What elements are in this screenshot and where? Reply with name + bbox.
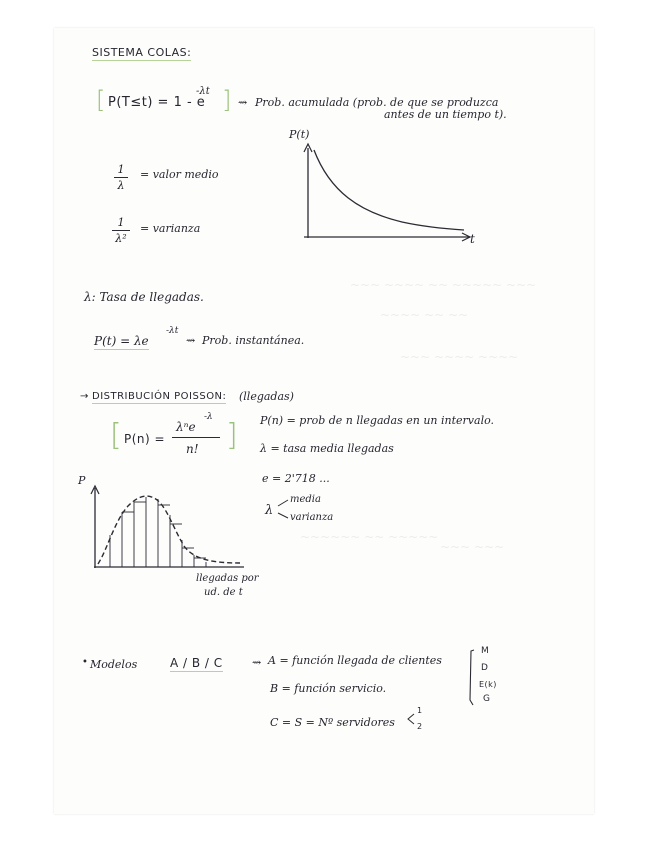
mean-text: = valor medio bbox=[140, 168, 219, 181]
poisson-denominator: n! bbox=[186, 442, 199, 456]
bracket-left: [ bbox=[96, 86, 106, 114]
lambda-media: media bbox=[290, 494, 321, 505]
instant-desc: Prob. instantánea. bbox=[202, 334, 305, 347]
variance-text: = varianza bbox=[140, 222, 201, 235]
instant-lhs: P(t) = λe bbox=[94, 334, 149, 348]
poisson-def-rate: λ = tasa media llegadas bbox=[260, 442, 394, 455]
poisson-def-prob: P(n) = prob de n llegadas en un intervalo. bbox=[260, 414, 495, 427]
lambda-varianza: varianza bbox=[290, 512, 334, 523]
type-item: M bbox=[481, 646, 490, 656]
mean-fraction: 1 λ bbox=[114, 163, 128, 192]
cdf-lhs: P(T≤t) = 1 - e bbox=[108, 95, 206, 110]
bullet-icon: • bbox=[82, 657, 88, 668]
type-item: E(k) bbox=[479, 680, 497, 689]
instant-exponent: -λt bbox=[166, 326, 179, 336]
hist-xlabel-line2: ud. de t bbox=[204, 587, 243, 598]
page-title: SISTEMA COLAS: bbox=[92, 46, 192, 59]
exp-graph-xlabel: t bbox=[470, 232, 475, 246]
arrow-icon: ⇝ bbox=[238, 96, 248, 109]
model-b-def: B = función servicio. bbox=[270, 682, 387, 695]
e-value: e = 2'718 ... bbox=[262, 472, 330, 485]
model-a-def: A = función llegada de clientes bbox=[268, 654, 442, 667]
cdf-exponent: -λt bbox=[196, 86, 210, 97]
bleed-through: ~~~ ~~~~ ~~ ~~~~~ ~~~ bbox=[350, 278, 537, 292]
poisson-title: DISTRIBUCIÓN POISSON: bbox=[92, 391, 227, 402]
cdf-desc-line2: antes de un tiempo t). bbox=[384, 108, 507, 121]
model-c-def: C = S = Nº servidores bbox=[270, 716, 395, 729]
bleed-through: ~~~~~~ ~~ ~~~~~ bbox=[300, 530, 439, 544]
bleed-through: ~~~ ~~~~ ~~~~ bbox=[400, 350, 519, 364]
bracket-right: ] bbox=[222, 86, 232, 114]
models-abc: A / B / C bbox=[170, 656, 223, 670]
poisson-note: (llegadas) bbox=[239, 390, 294, 403]
cdf-desc-line1: Prob. acumulada (prob. de que se produzca bbox=[255, 96, 499, 109]
servers-option-2: 2 bbox=[417, 722, 423, 731]
servers-option-1: 1 bbox=[417, 706, 423, 715]
lambda-definition: λ: Tasa de llegadas. bbox=[84, 290, 204, 304]
bleed-through: ~~~ ~~~ bbox=[440, 540, 505, 554]
poisson-num-exponent: -λ bbox=[204, 412, 213, 422]
arrow-icon: → bbox=[80, 391, 89, 402]
poisson-lhs: P(n) = bbox=[124, 432, 166, 446]
hist-graph-ylabel: P bbox=[78, 474, 86, 487]
poisson-numerator: λⁿe bbox=[176, 420, 196, 434]
bleed-through: ~~~~ ~~ ~~ bbox=[380, 308, 469, 322]
arrow-icon: ⇝ bbox=[186, 334, 196, 347]
models-label: Modelos bbox=[90, 658, 138, 671]
type-item: D bbox=[481, 663, 489, 673]
type-item: G bbox=[483, 694, 491, 704]
lambda-symbol: λ bbox=[265, 503, 274, 518]
variance-fraction: 1 λ² bbox=[112, 216, 130, 245]
arrow-icon: ⇝ bbox=[252, 656, 262, 669]
exp-graph-ylabel: P(t) bbox=[289, 128, 310, 141]
hist-xlabel-line1: llegadas por bbox=[196, 573, 259, 584]
bracket-left: [ bbox=[110, 418, 122, 453]
bracket-right: ] bbox=[226, 418, 238, 453]
